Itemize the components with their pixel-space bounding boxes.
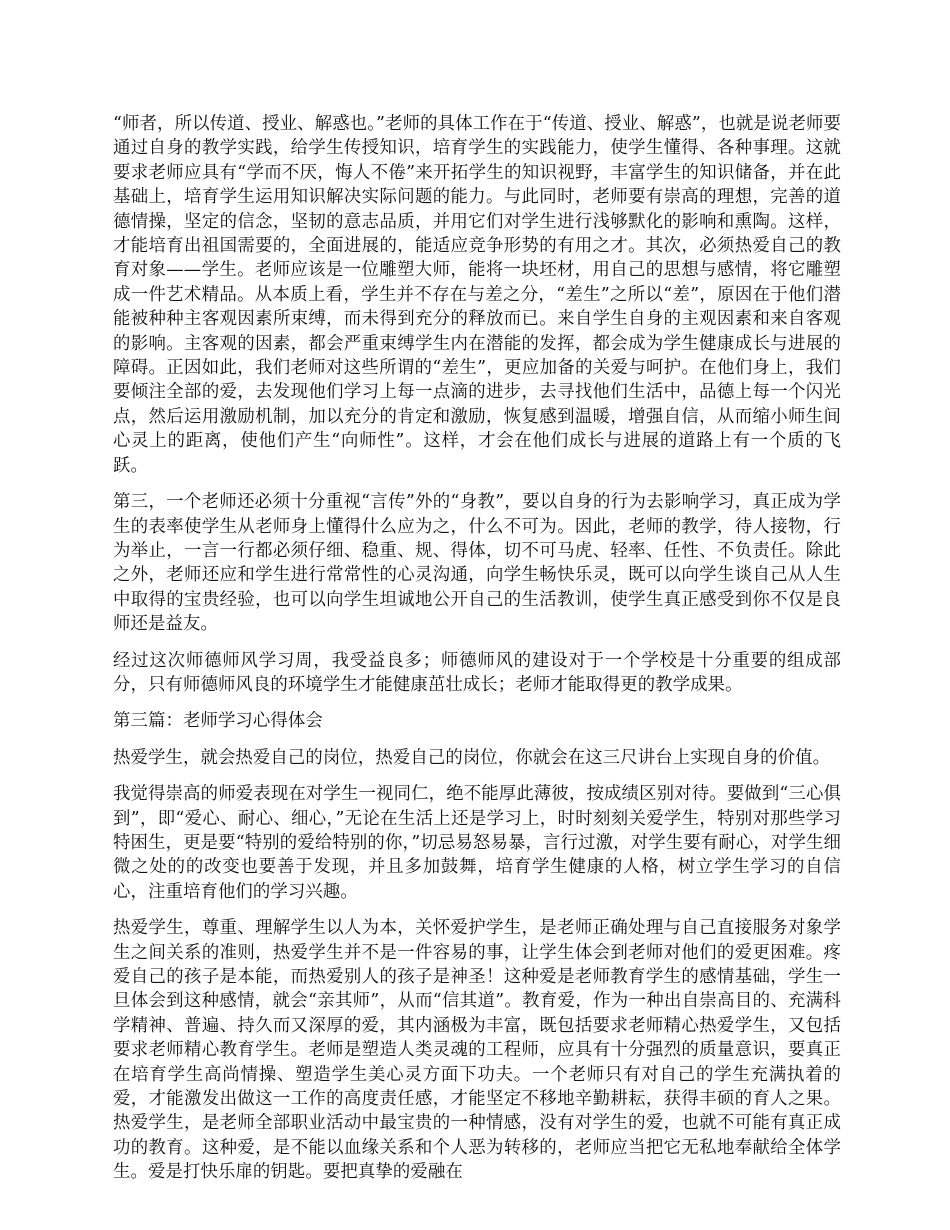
paragraph-love-students-intro: 热爱学生，就会热爱自己的岗位，热爱自己的岗位，你就会在这三尺讲台上实现自身的价值。 — [113, 747, 831, 768]
paragraph-study-week-summary: 经过这次师德师风学习周，我受益良多；师德师风的建设对于一个学校是十分重要的组成部分，只有师德师风良的环境学生才能健康茁壮成长；老师才能取得更的教学成果。 — [113, 650, 841, 695]
paragraph-teacher-mission: “师者，所以传道、授业、解惑也。”老师的具体工作在于“传道、授业、解惑”，也就是说老师要通过自身的教学实践，给学生传授知识，培育学生的实践能力，使学生懂得、各种事理。这就要求老师应具有“学而不厌，悔人不倦”来开拓学生的知识视野，丰富学生的知识储备，并在此基础上，培育学生运用知识解决实际问题的能力。与此同时，老师要有崇高的理想，完善的道德情操，坚定的信念，坚韧的意志品质，并用它们对学生进行浅够默化的影响和熏陶。这样，才能培育出祖国需要的，全面进展的，能适应竞争形势的有用之才。其次，必须热爱自己的教育对象——学生。老师应该是一位雕塑大师，能将一块坯材，用自己的思想与感情，将它雕塑成一件艺术精品。从本质上看，学生并不存在与差之分，“差生”之所以“差”，原因在于他们潜能被种种主客观因素所束缚，而未得到充分的释放而已。来自学生自身的主观因素和来自客观的影响。主客观的因素，都会严重束缚学生内在潜能的发挥，都会成为学生健康成长与进展的障碍。正因如此，我们老师对这些所谓的“差生”，更应加备的关爱与呵护。在他们身上，我们要倾注全部的爱，去发现他们学习上每一点滴的进步，去寻找他们生活中，品德上每一个闪光点，然后运用激励机制，加以充分的肯定和激励，恢复感到温暖，增强自信，从而缩小师生间心灵上的距离，使他们产生“向师性”。这样，才会在他们成长与进展的道路上有一个质的飞跃。 — [113, 114, 841, 476]
paragraph-equal-treatment: 我觉得崇高的师爱表现在对学生一视同仁，绝不能厚此薄彼，按成绩区别对待。要做到“三心俱到”，即“爱心、耐心、细心，”无论在生活上还是学习上，时时刻刻关爱学生，特别对那些学习特困生，更是要“特别的爱给特别的你，”切忌易怒易暴，言行过激，对学生要有耐心，对学生细微之处的的改变也要善于发现，并且多加鼓舞，培育学生健康的人格，树立学生学习的自信心，注重培育他们的学习兴趣。 — [113, 784, 841, 902]
document-page — [113, 112, 841, 1197]
section-heading: 第三篇：老师学习心得体会 — [113, 711, 323, 732]
paragraph-lead-by-example: 第三，一个老师还必须十分重视“言传”外的“身教”，要以自身的行为去影响学习，真正成为学生的表率使学生从老师身上懂得什么应为之，什么不可为。因此，老师的教学，待人接物，行为举止，一言一行都必须仔细、稳重、规、得体，切不可马虎、轻率、任性、不负责任。除此之外，老师还应和学生进行常常性的心灵沟通，向学生畅快乐灵，既可以向学生谈自己从人生中取得的宝贵经验，也可以向学生坦诚地公开自己的生活教训，使学生真正感受到你不仅是良师还是益友。 — [113, 492, 841, 635]
paragraph-love-and-respect: 热爱学生，尊重、理解学生以人为本，关怀爱护学生，是老师正确处理与自己直接服务对象学生之间关系的准则，热爱学生并不是一件容易的事，让学生体会到老师对他们的爱更困难。疼爱自己的孩子是本能，而热爱别人的孩子是神圣！这种爱是老师教育学生的感情基础，学生一旦体会到这种感情，就会“亲其师”，从而“信其道”。教育爱，作为一种出自崇高目的、充满科学精神、普遍、持久而又深厚的爱，其内涵极为丰富，既包括要求老师精心热爱学生，又包括要求老师精心教育学生。老师是塑造人类灵魂的工程师，应具有十分强烈的质量意识，要真正在培育学生高尚情操、塑造学生美心灵方面下功夫。一个老师只有对自己的学生充满执着的爱，才能激发出做这一工作的高度责任感，才能坚定不移地辛勤耕耘，获得丰硕的育人之果。热爱学生，是老师全部职业活动中最宝贵的一种情感，没有对学生的爱，也就不可能有真正成功的教育。这种爱，是不能以血缘关系和个人恶为转移的，老师应当把它无私地奉献给全体学生。爱是打快乐扉的钥匙。要把真挚的爱融在 — [113, 918, 841, 1183]
